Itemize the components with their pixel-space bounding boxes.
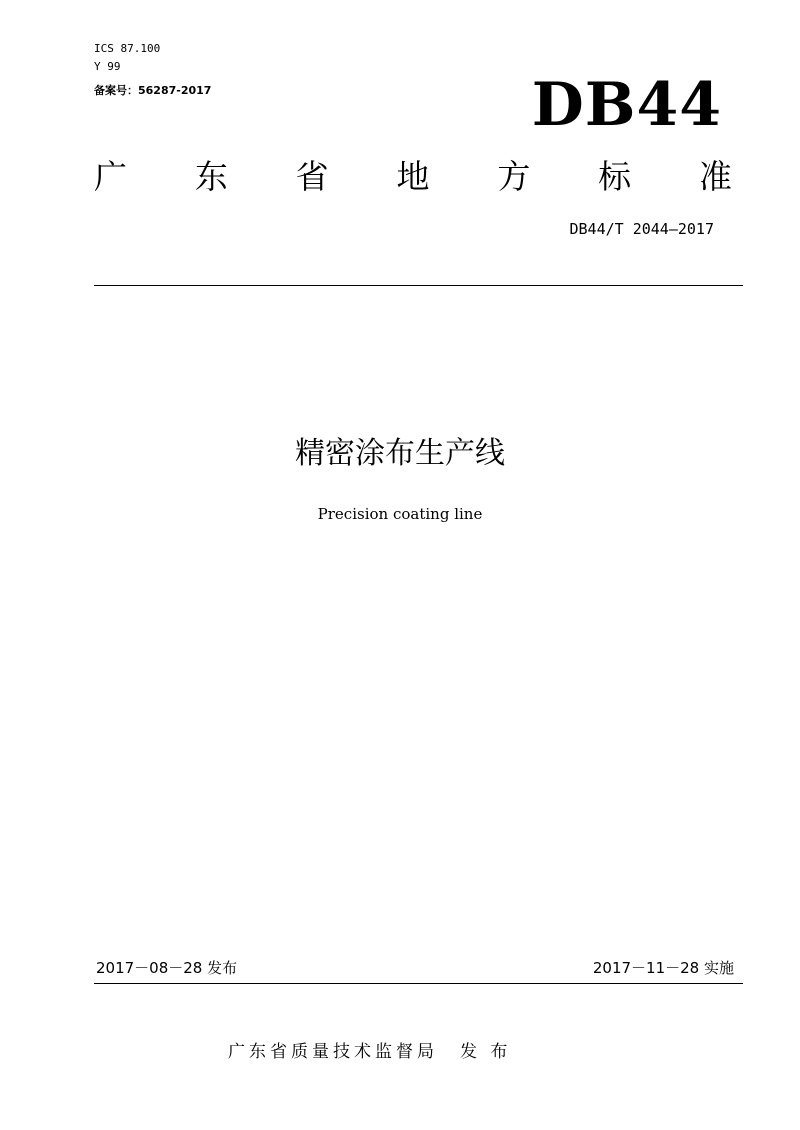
standard-type-char: 东	[194, 157, 228, 196]
standard-type-char: 省	[295, 157, 329, 196]
publisher-line	[228, 1040, 511, 1064]
standard-type-char: 标	[598, 157, 632, 196]
filing-number: 备案号：56287-2017	[94, 84, 212, 97]
standard-type-char: 方	[497, 157, 531, 196]
top-divider	[94, 285, 743, 286]
standard-code: DB44/T 2044—2017	[569, 220, 714, 238]
standard-type-char: 准	[698, 157, 732, 196]
classification-code: Y 99	[94, 60, 121, 73]
ics-code: ICS 87.100	[94, 42, 161, 55]
db44-logo: DB44	[531, 70, 722, 140]
standard-type-char: 广	[94, 157, 127, 196]
bottom-divider	[94, 983, 743, 984]
chinese-title: 精密涂布生产线	[295, 436, 505, 471]
publisher-issue-label: 发 布	[460, 1042, 512, 1062]
publisher-name: 广东省质量技术监督局	[228, 1042, 438, 1062]
implementation-date: 2017－11－28 实施	[592, 959, 734, 977]
english-title: Precision coating line	[317, 505, 483, 523]
standard-type-char: 地	[396, 157, 430, 196]
issue-date: 2017－08－28 发布	[96, 959, 238, 977]
standard-type-heading	[94, 155, 732, 199]
